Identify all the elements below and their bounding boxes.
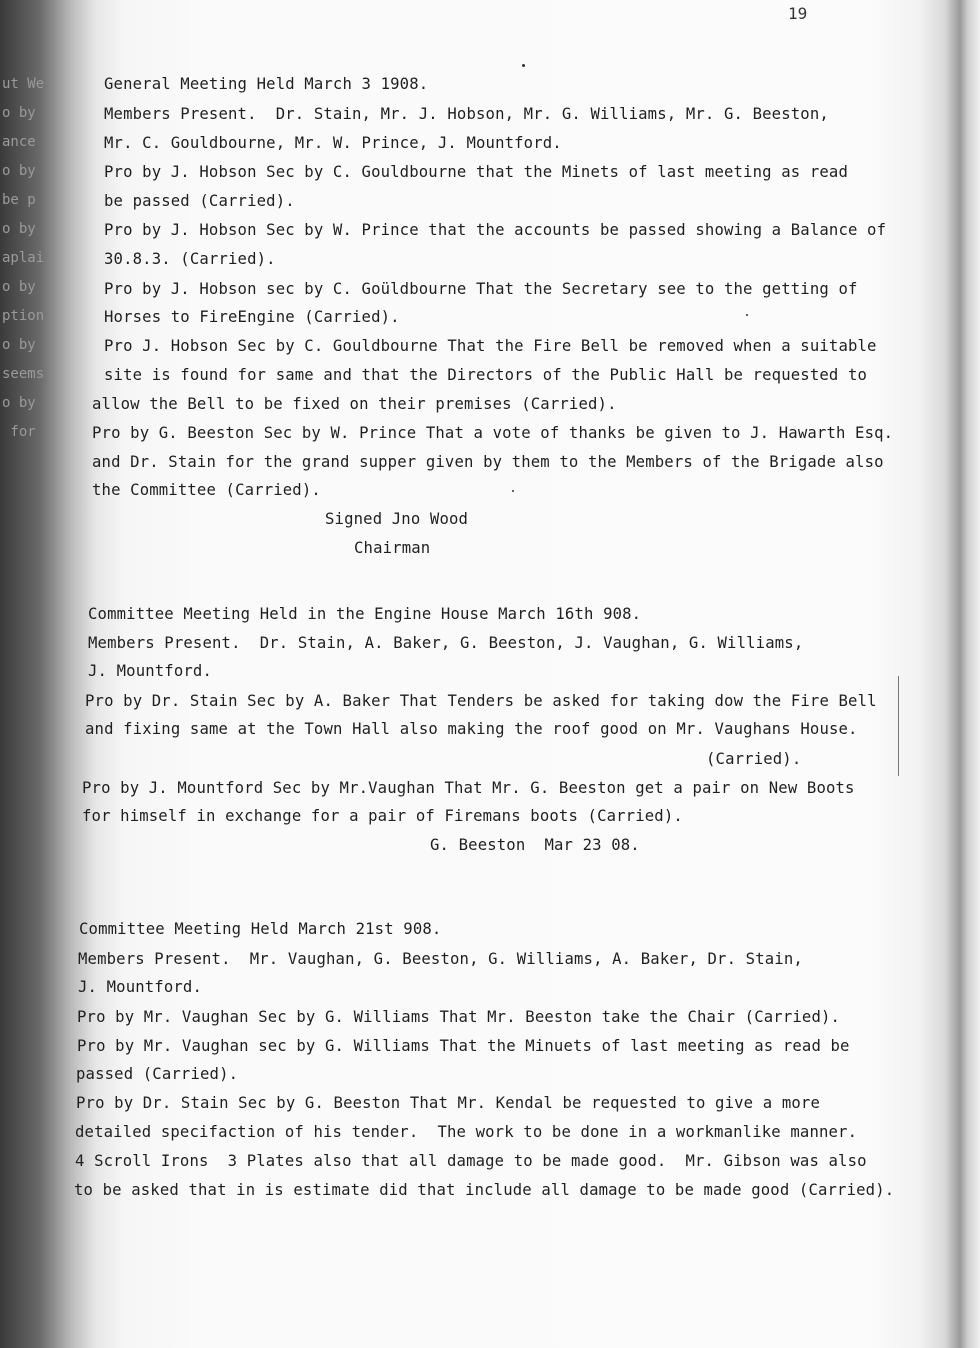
signature-title: Chairman xyxy=(354,539,431,557)
resolution-line: Pro by G. Beeston Sec by W. Prince That a vote of thanks be given to J. Hawarth Esq. xyxy=(92,424,894,442)
resolution-line: 4 Scroll Irons 3 Plates also that all damage to be made good. Mr. Gibson was also xyxy=(75,1152,867,1170)
bleed-through-text: ut We o by ance o by be p o by aplai o by ption o by seems o by for xyxy=(2,76,45,440)
resolution-line: be passed (Carried). xyxy=(104,192,295,210)
resolution-line: to be asked that in is estimate did that include all damage to be made good (Carried). xyxy=(74,1181,895,1199)
resolution-line: site is found for same and that the Directors of the Public Hall be requested to xyxy=(104,366,868,384)
members-present-cont: J. Mountford. xyxy=(88,662,212,680)
resolution-line: Pro by J. Hobson Sec by W. Prince that the accounts be passed showing a Balance of xyxy=(104,221,887,239)
resolution-line: Pro by Dr. Stain Sec by A. Baker That Tenders be asked for taking dow the Fire Bell xyxy=(85,692,877,710)
signature-name: Signed Jno Wood xyxy=(325,510,469,528)
resolution-line: and fixing same at the Town Hall also making the roof good on Mr. Vaughans House. xyxy=(85,720,858,738)
members-present: Members Present. Dr. Stain, Mr. J. Hobson, Mr. G. Williams, Mr. G. Beeston, xyxy=(104,105,829,123)
page-number: 19 xyxy=(788,4,808,23)
resolution-line: detailed specifaction of his tender. The work to be done in a workmanlike manner. xyxy=(75,1123,858,1141)
members-present: Members Present. Mr. Vaughan, G. Beeston, G. Williams, A. Baker, Dr. Stain, xyxy=(78,950,803,968)
resolution-line: Pro by Mr. Vaughan Sec by G. Williams That Mr. Beeston take the Chair (Carried). xyxy=(77,1008,841,1026)
page-edge-line xyxy=(898,676,899,776)
ink-speck xyxy=(512,490,514,492)
resolution-line: Pro by J. Mountford Sec by Mr.Vaughan That Mr. G. Beeston get a pair on New Boots xyxy=(82,779,855,797)
resolution-line: passed (Carried). xyxy=(76,1065,239,1083)
resolution-line: Pro by Mr. Vaughan sec by G. Williams That the Minuets of last meeting as read be xyxy=(77,1037,850,1055)
resolution-carried: (Carried). xyxy=(706,750,802,768)
resolution-line: allow the Bell to be fixed on their premises (Carried). xyxy=(92,395,617,413)
meeting-heading: Committee Meeting Held March 21st 908. xyxy=(79,920,442,938)
resolution-line: Pro by J. Hobson Sec by C. Gouldbourne that the Minets of last meeting as read xyxy=(104,163,848,181)
members-present: Members Present. Dr. Stain, A. Baker, G. Beeston, J. Vaughan, G. Williams, xyxy=(88,634,804,652)
resolution-line: and Dr. Stain for the grand supper given by them to the Members of the Brigade also xyxy=(92,453,884,471)
meeting-heading: General Meeting Held March 3 1908. xyxy=(104,75,429,93)
resolution-line: Horses to FireEngine (Carried). xyxy=(104,308,400,326)
resolution-line: the Committee (Carried). xyxy=(92,481,321,499)
ink-speck xyxy=(522,64,525,67)
resolution-line: Pro by Dr. Stain Sec by G. Beeston That Mr. Kendal be requested to give a more xyxy=(76,1094,820,1112)
signature-name: G. Beeston Mar 23 08. xyxy=(430,836,640,854)
resolution-line: Pro by J. Hobson sec by C. Goüldbourne That the Secretary see to the getting of xyxy=(104,280,858,298)
members-present-cont: Mr. C. Gouldbourne, Mr. W. Prince, J. Mountford. xyxy=(104,134,562,152)
resolution-line: for himself in exchange for a pair of Firemans boots (Carried). xyxy=(82,807,683,825)
members-present-cont: J. Mountford. xyxy=(78,978,202,996)
resolution-line: Pro J. Hobson Sec by C. Gouldbourne That the Fire Bell be removed when a suitable xyxy=(104,337,877,355)
ink-speck xyxy=(746,314,748,316)
resolution-line: 30.8.3. (Carried). xyxy=(104,250,276,268)
meeting-heading: Committee Meeting Held in the Engine House March 16th 908. xyxy=(88,605,642,623)
